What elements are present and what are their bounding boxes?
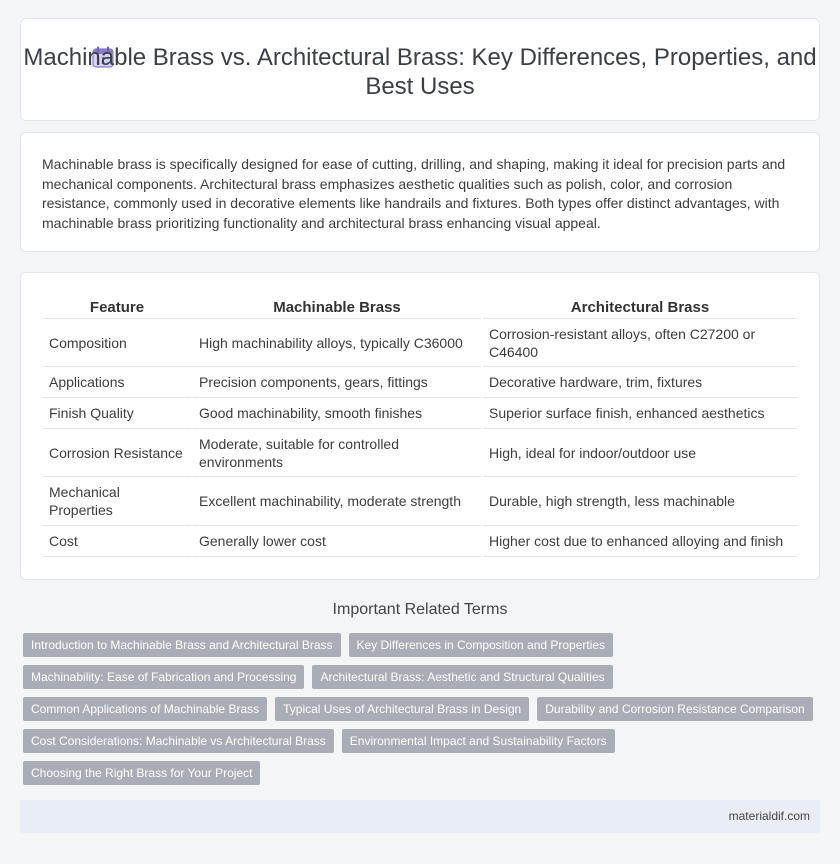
comparison-card (20, 272, 820, 580)
related-tag[interactable]: Cost Considerations: Machinable vs Architectural Brass (23, 729, 334, 753)
table-header-row (43, 295, 797, 319)
related-terms-title: Important Related Terms (332, 601, 508, 618)
footer (20, 800, 820, 833)
comparison-table (41, 295, 799, 557)
related-tag[interactable]: Machinability: Ease of Fabrication and Processing (23, 665, 304, 689)
table-row (43, 367, 797, 398)
related-tag[interactable]: Durability and Corrosion Resistance Comparison (537, 697, 812, 721)
cell-feature: Composition (43, 319, 191, 367)
cell-architectural: Superior surface finish, enhanced aesthetics (483, 398, 797, 429)
cell-feature: Finish Quality (43, 398, 191, 429)
cell-feature: Corrosion Resistance (43, 429, 191, 477)
cell-machinable: Excellent machinability, moderate strength (193, 477, 481, 526)
table-row (43, 526, 797, 557)
cell-architectural: Corrosion-resistant alloys, often C27200 or C46400 (483, 319, 797, 367)
cell-architectural: Higher cost due to enhanced alloying and finish (483, 526, 797, 557)
cell-machinable: Moderate, suitable for controlled environments (193, 429, 481, 477)
related-tag[interactable]: Key Differences in Composition and Properties (349, 633, 614, 657)
cell-architectural: Durable, high strength, less machinable (483, 477, 797, 526)
related-tag[interactable]: Common Applications of Machinable Brass (23, 697, 267, 721)
table-row (43, 429, 797, 477)
cell-architectural: Decorative hardware, trim, fixtures (483, 367, 797, 398)
cell-machinable: Precision components, gears, fittings (193, 367, 481, 398)
related-tag[interactable]: Environmental Impact and Sustainability Factors (342, 729, 615, 753)
table-row (43, 477, 797, 526)
cell-feature: Cost (43, 526, 191, 557)
footer-site-link[interactable]: materialdif.com (728, 809, 810, 823)
header-architectural: Architectural Brass (483, 295, 797, 319)
header-feature: Feature (43, 295, 191, 319)
related-tag[interactable]: Typical Uses of Architectural Brass in Design (275, 697, 529, 721)
page-title: Machinable Brass vs. Architectural Brass: Key Differences, Properties, and Best Uses (23, 44, 817, 100)
cell-machinable: High machinability alloys, typically C36000 (193, 319, 481, 367)
cell-feature: Applications (43, 367, 191, 398)
intro-paragraph: Machinable brass is specifically designed for ease of cutting, drilling, and shaping, making it ideal for precision parts and mechanical components. Architectural brass emphasizes aesthetic qualities such as polish, color, and corrosion resistance, commonly used in decorative elements like handrails and fixtures. Both types offer distinct advantages, with machinable brass prioritizing functionality and architectural brass enhancing visual appeal. (42, 156, 786, 231)
cell-machinable: Generally lower cost (193, 526, 481, 557)
header-card (20, 18, 820, 121)
header-machinable: Machinable Brass (193, 295, 481, 319)
related-tag[interactable]: Choosing the Right Brass for Your Project (23, 761, 260, 785)
cell-machinable: Good machinability, smooth finishes (193, 398, 481, 429)
cell-architectural: High, ideal for indoor/outdoor use (483, 429, 797, 477)
related-terms-tags (23, 633, 823, 785)
related-tag[interactable]: Introduction to Machinable Brass and Architectural Brass (23, 633, 341, 657)
table-row (43, 398, 797, 429)
related-tag[interactable]: Architectural Brass: Aesthetic and Structural Qualities (312, 665, 612, 689)
cell-feature: Mechanical Properties (43, 477, 191, 526)
intro-card (20, 132, 820, 252)
table-row (43, 319, 797, 367)
